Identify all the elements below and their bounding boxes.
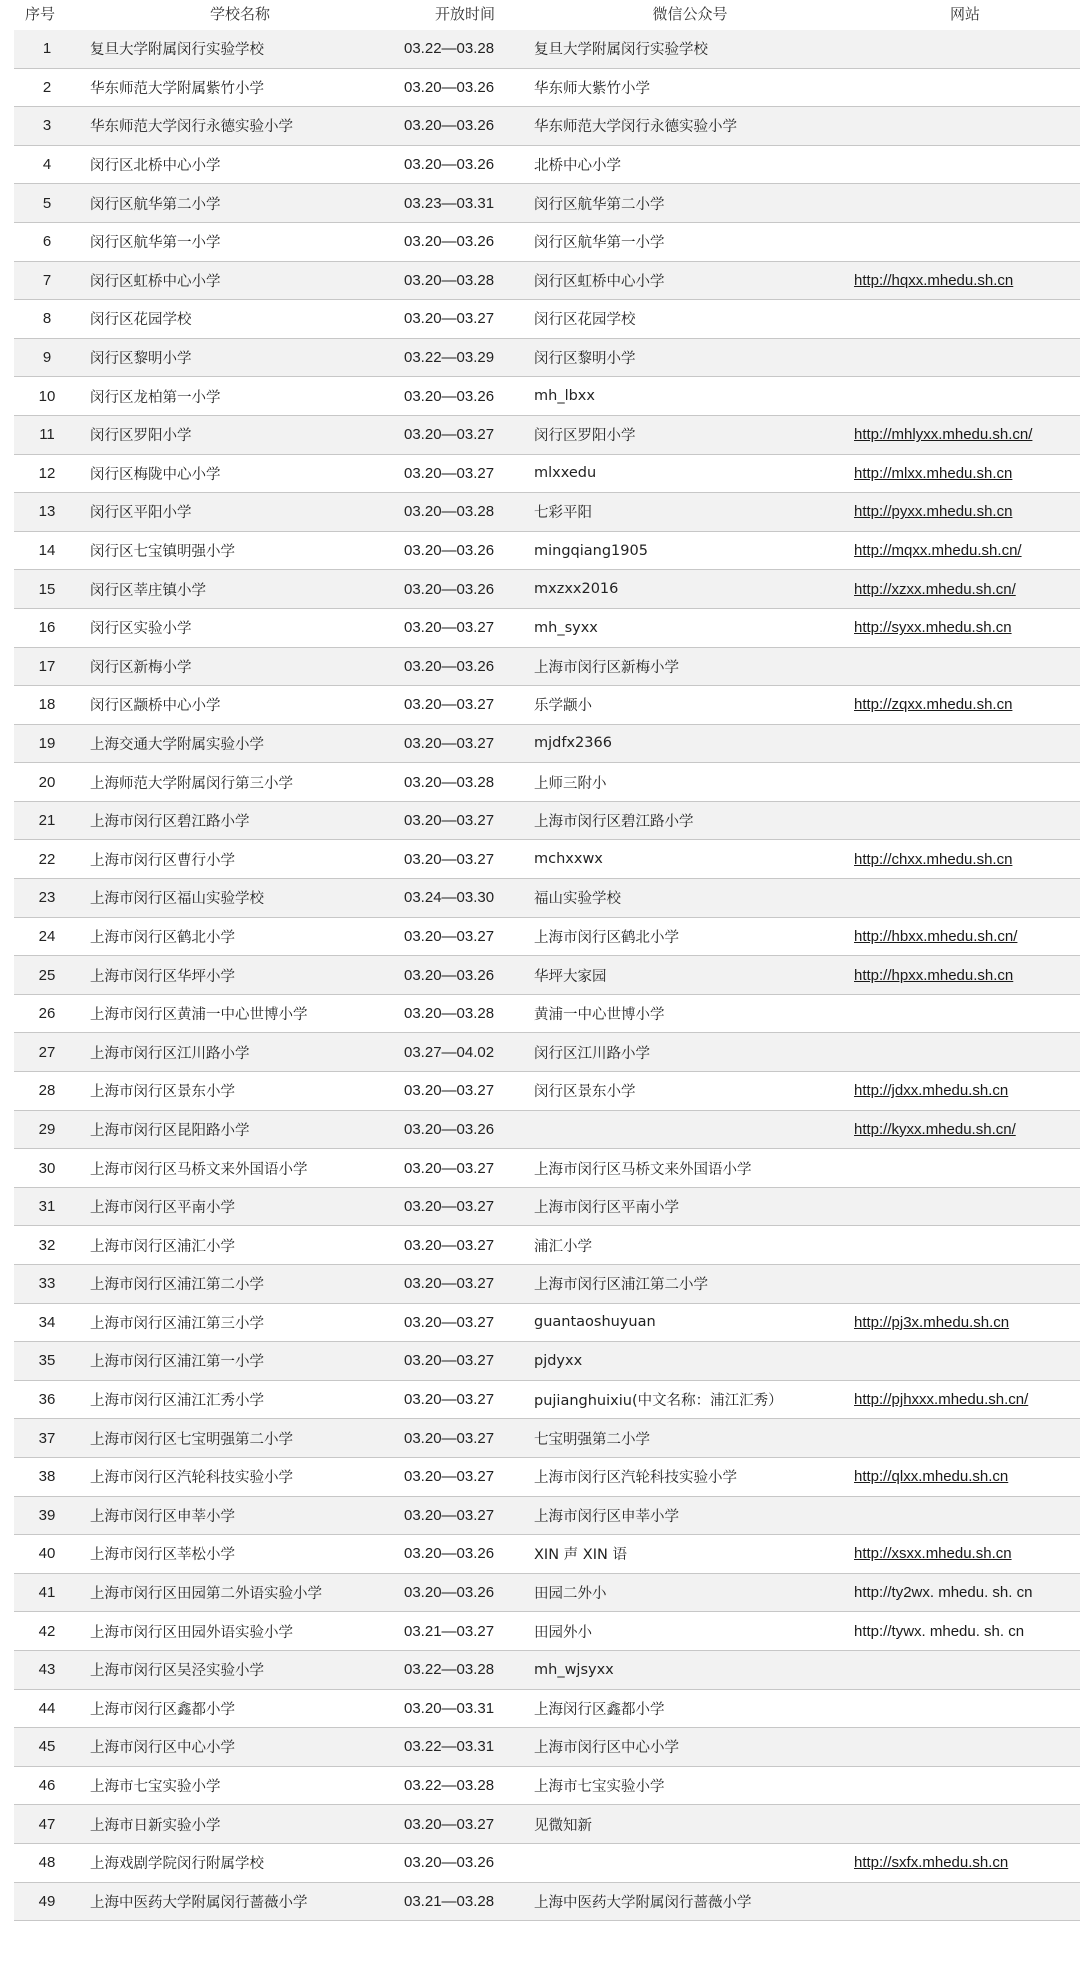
website-cell — [850, 581, 1080, 598]
school-name: 华东师范大学附属紫竹小学 — [90, 80, 264, 97]
open-time: 03.20—03.26 — [404, 117, 495, 135]
open-time: 03.20—03.26 — [404, 542, 495, 560]
row-number: 21 — [38, 812, 56, 830]
school-name: 闵行区莘庄镇小学 — [90, 582, 206, 599]
header-open-time: 开放时间 — [434, 4, 495, 23]
table-row — [14, 570, 1080, 609]
school-name: 闵行区颛桥中心小学 — [90, 698, 221, 715]
wechat-account: 七宝明强第二小学 — [534, 1431, 650, 1448]
website-cell — [850, 426, 1080, 443]
wechat-account: mchxxwx — [534, 851, 603, 868]
wechat-account: 闵行区景东小学 — [534, 1084, 636, 1101]
row-number: 26 — [38, 1005, 56, 1023]
wechat-account: 上海市闵行区汽轮科技实验小学 — [534, 1470, 737, 1487]
website-link[interactable]: http://sxfx.mhedu.sh.cn — [854, 1854, 1009, 1872]
table-row — [14, 763, 1080, 802]
website-cell — [850, 465, 1080, 482]
school-name: 上海市闵行区鑫都小学 — [90, 1701, 235, 1718]
open-time: 03.20—03.27 — [404, 1275, 495, 1293]
school-name: 闵行区平阳小学 — [90, 505, 192, 522]
open-time: 03.22—03.31 — [404, 1738, 495, 1756]
website-cell — [850, 1468, 1080, 1485]
website-text: http://tywx. mhedu. sh. cn — [854, 1622, 1025, 1640]
table-row — [14, 1497, 1080, 1536]
open-time: 03.21—03.28 — [404, 1892, 495, 1910]
wechat-account: 上海市闵行区碧江路小学 — [534, 814, 694, 831]
wechat-account: 上海市闵行区申莘小学 — [534, 1508, 679, 1525]
row-number: 32 — [38, 1236, 56, 1254]
open-time: 03.20—03.27 — [404, 1236, 495, 1254]
open-time: 03.20—03.28 — [404, 271, 495, 289]
row-number: 10 — [38, 387, 56, 405]
header-school-name: 学校名称 — [209, 4, 270, 23]
row-number: 19 — [38, 734, 56, 752]
row-number: 5 — [42, 194, 52, 212]
row-number: 38 — [38, 1468, 56, 1486]
table-row — [14, 1342, 1080, 1381]
open-time: 03.20—03.26 — [404, 233, 495, 251]
school-name: 闵行区罗阳小学 — [90, 428, 192, 445]
row-number: 27 — [38, 1043, 56, 1061]
row-number: 1 — [42, 40, 52, 58]
row-number: 3 — [42, 117, 52, 135]
open-time: 03.20—03.28 — [404, 1005, 495, 1023]
school-name: 上海市闵行区浦江第一小学 — [90, 1354, 264, 1371]
open-time: 03.20—03.31 — [404, 1699, 495, 1717]
table-row — [14, 802, 1080, 841]
website-cell — [850, 1584, 1080, 1601]
row-number: 6 — [42, 233, 52, 251]
wechat-account: 闵行区黎明小学 — [534, 351, 636, 368]
open-time: 03.22—03.29 — [404, 349, 495, 367]
row-number: 39 — [38, 1506, 56, 1524]
wechat-account: 上师三附小 — [534, 775, 607, 792]
row-number: 44 — [38, 1699, 56, 1717]
table-row — [14, 184, 1080, 223]
open-time: 03.20—03.27 — [404, 310, 495, 328]
website-link[interactable]: http://pyxx.mhedu.sh.cn — [854, 503, 1013, 521]
school-name: 闵行区新梅小学 — [90, 659, 192, 676]
website-cell — [850, 1854, 1080, 1871]
table-row — [14, 1458, 1080, 1497]
table-row — [14, 532, 1080, 571]
open-time: 03.20—03.26 — [404, 657, 495, 675]
table-row — [14, 1728, 1080, 1767]
website-link[interactable]: http://xzxx.mhedu.sh.cn/ — [854, 580, 1016, 598]
table-row — [14, 455, 1080, 494]
row-number: 31 — [38, 1198, 56, 1216]
school-name: 上海市闵行区马桥文来外国语小学 — [90, 1161, 308, 1178]
school-name: 上海市闵行区碧江路小学 — [90, 814, 250, 831]
header-wechat: 微信公众号 — [652, 4, 728, 23]
wechat-account: mh_syxx — [534, 619, 598, 636]
table-row — [14, 1149, 1080, 1188]
row-number: 2 — [42, 78, 52, 96]
wechat-account: 北桥中心小学 — [534, 158, 621, 175]
wechat-account: 上海市闵行区马桥文来外国语小学 — [534, 1161, 752, 1178]
table-row — [14, 1535, 1080, 1574]
school-name: 闵行区龙柏第一小学 — [90, 389, 221, 406]
table-row — [14, 146, 1080, 185]
school-name: 上海市闵行区黄浦一中心世博小学 — [90, 1007, 308, 1024]
open-time: 03.20—03.26 — [404, 1584, 495, 1602]
school-name: 上海市闵行区平南小学 — [90, 1200, 235, 1217]
row-number: 30 — [38, 1159, 56, 1177]
open-time: 03.20—03.26 — [404, 1120, 495, 1138]
table-row — [14, 725, 1080, 764]
school-name: 闵行区花园学校 — [90, 312, 192, 329]
row-number: 18 — [38, 696, 56, 714]
wechat-account: pjdyxx — [534, 1352, 583, 1369]
row-number: 36 — [38, 1391, 56, 1409]
row-number: 37 — [38, 1429, 56, 1447]
school-name: 上海市闵行区中心小学 — [90, 1740, 235, 1757]
school-name: 上海市闵行区华坪小学 — [90, 968, 235, 985]
website-link[interactable]: http://kyxx.mhedu.sh.cn/ — [854, 1120, 1016, 1138]
row-number: 34 — [38, 1313, 56, 1331]
table-row — [14, 1612, 1080, 1651]
wechat-account: 闵行区航华第一小学 — [534, 235, 665, 252]
table-row — [14, 1767, 1080, 1806]
school-name: 上海市闵行区鹤北小学 — [90, 929, 235, 946]
open-time: 03.20—03.27 — [404, 812, 495, 830]
table-header — [0, 0, 1080, 26]
table-row — [14, 377, 1080, 416]
table-row — [14, 918, 1080, 957]
wechat-account: 见微知新 — [534, 1817, 592, 1834]
row-number: 33 — [38, 1275, 56, 1293]
table-row — [14, 262, 1080, 301]
website-link[interactable]: http://qlxx.mhedu.sh.cn — [854, 1468, 1009, 1486]
table-row — [14, 1844, 1080, 1883]
website-cell — [850, 967, 1080, 984]
website-cell — [850, 1391, 1080, 1408]
row-number: 9 — [42, 349, 52, 367]
website-cell — [850, 1314, 1080, 1331]
row-number: 13 — [38, 503, 56, 521]
school-name: 上海市闵行区汽轮科技实验小学 — [90, 1470, 293, 1487]
wechat-account: mh_wjsyxx — [534, 1661, 614, 1678]
table-row — [14, 1265, 1080, 1304]
open-time: 03.20—03.27 — [404, 927, 495, 945]
open-time: 03.20—03.27 — [404, 696, 495, 714]
website-cell — [850, 1082, 1080, 1099]
wechat-account: 上海市七宝实验小学 — [534, 1779, 665, 1796]
row-number: 23 — [38, 889, 56, 907]
header-website: 网站 — [949, 4, 980, 23]
wechat-account: guantaoshuyuan — [534, 1314, 656, 1331]
row-number: 28 — [38, 1082, 56, 1100]
open-time: 03.20—03.26 — [404, 78, 495, 96]
wechat-account: mxzxx2016 — [534, 581, 619, 598]
table-row — [14, 840, 1080, 879]
website-cell — [850, 851, 1080, 868]
table-row — [14, 879, 1080, 918]
school-name: 闵行区航华第二小学 — [90, 196, 221, 213]
website-cell — [850, 503, 1080, 520]
school-name: 上海戏剧学院闵行附属学校 — [90, 1856, 264, 1873]
row-number: 8 — [42, 310, 52, 328]
open-time: 03.20—03.28 — [404, 503, 495, 521]
row-number: 49 — [38, 1892, 56, 1910]
wechat-account: 闵行区航华第二小学 — [534, 196, 665, 213]
school-name: 华东师范大学闵行永德实验小学 — [90, 119, 293, 136]
table-row — [14, 648, 1080, 687]
wechat-account: XIN 声 XIN 语 — [534, 1547, 627, 1564]
open-time: 03.20—03.27 — [404, 464, 495, 482]
table-row — [14, 609, 1080, 648]
website-link[interactable]: http://hbxx.mhedu.sh.cn/ — [854, 927, 1018, 945]
open-time: 03.24—03.30 — [404, 889, 495, 907]
school-name: 上海市闵行区福山实验学校 — [90, 891, 264, 908]
open-time: 03.20—03.27 — [404, 1815, 495, 1833]
school-name: 闵行区虹桥中心小学 — [90, 273, 221, 290]
open-time: 03.22—03.28 — [404, 1777, 495, 1795]
table-row — [14, 686, 1080, 725]
school-name: 上海市闵行区江川路小学 — [90, 1045, 250, 1062]
website-cell — [850, 1623, 1080, 1640]
school-name: 上海师范大学附属闵行第三小学 — [90, 775, 293, 792]
website-link[interactable]: http://chxx.mhedu.sh.cn — [854, 850, 1013, 868]
table-row — [14, 107, 1080, 146]
wechat-account: 田园外小 — [534, 1624, 592, 1641]
website-cell — [850, 272, 1080, 289]
table-row — [14, 1111, 1080, 1150]
website-link[interactable]: http://jdxx.mhedu.sh.cn — [854, 1082, 1009, 1100]
wechat-account: 上海中医药大学附属闵行蔷薇小学 — [534, 1894, 752, 1911]
open-time: 03.20—03.26 — [404, 156, 495, 174]
website-link[interactable]: http://pj3x.mhedu.sh.cn — [854, 1313, 1010, 1331]
table-row — [14, 1574, 1080, 1613]
table-row — [14, 416, 1080, 455]
website-cell — [850, 542, 1080, 559]
row-number: 4 — [42, 156, 52, 174]
open-time: 03.20—03.27 — [404, 734, 495, 752]
wechat-account: 上海市闵行区鹤北小学 — [534, 929, 679, 946]
open-time: 03.22—03.28 — [404, 40, 495, 58]
website-cell — [850, 928, 1080, 945]
wechat-account: 华东师范大学闵行永德实验小学 — [534, 119, 737, 136]
wechat-account: 上海市闵行区浦江第二小学 — [534, 1277, 708, 1294]
wechat-account: 乐学颛小 — [534, 698, 592, 715]
table-row — [14, 300, 1080, 339]
open-time: 03.20—03.26 — [404, 387, 495, 405]
open-time: 03.20—03.27 — [404, 1082, 495, 1100]
row-number: 35 — [38, 1352, 56, 1370]
table-row — [14, 1226, 1080, 1265]
website-link[interactable]: http://mlxx.mhedu.sh.cn — [854, 464, 1013, 482]
open-time: 03.20—03.27 — [404, 850, 495, 868]
row-number: 14 — [38, 542, 56, 560]
table-row — [14, 995, 1080, 1034]
wechat-account: 福山实验学校 — [534, 891, 621, 908]
header-no: 序号 — [24, 4, 55, 23]
website-link[interactable]: http://mhlyxx.mhedu.sh.cn/ — [854, 426, 1033, 444]
row-number: 47 — [38, 1815, 56, 1833]
row-number: 22 — [38, 850, 56, 868]
row-number: 15 — [38, 580, 56, 598]
row-number: 17 — [38, 657, 56, 675]
school-name: 闵行区梅陇中心小学 — [90, 466, 221, 483]
school-name: 复旦大学附属闵行实验学校 — [90, 42, 264, 59]
website-link[interactable]: http://syxx.mhedu.sh.cn — [854, 619, 1012, 637]
school-name: 上海中医药大学附属闵行蔷薇小学 — [90, 1894, 308, 1911]
table-row — [14, 493, 1080, 532]
open-time: 03.20—03.27 — [404, 1313, 495, 1331]
wechat-account: mingqiang1905 — [534, 542, 648, 559]
open-time: 03.27—04.02 — [404, 1043, 495, 1061]
wechat-account: mlxxedu — [534, 465, 597, 482]
school-name: 上海市闵行区田园外语实验小学 — [90, 1624, 293, 1641]
school-name: 上海市闵行区曹行小学 — [90, 852, 235, 869]
row-number: 40 — [38, 1545, 56, 1563]
table-row — [14, 956, 1080, 995]
website-link[interactable]: http://hqxx.mhedu.sh.cn — [854, 271, 1014, 289]
school-name: 闵行区实验小学 — [90, 621, 192, 638]
wechat-account: 复旦大学附属闵行实验学校 — [534, 42, 708, 59]
website-link[interactable]: http://zqxx.mhedu.sh.cn — [854, 696, 1013, 714]
open-time: 03.20—03.27 — [404, 1429, 495, 1447]
row-number: 11 — [39, 426, 55, 444]
open-time: 03.20—03.26 — [404, 966, 495, 984]
row-number: 43 — [38, 1661, 56, 1679]
wechat-account: 闵行区江川路小学 — [534, 1045, 650, 1062]
school-name: 上海市闵行区浦江汇秀小学 — [90, 1393, 264, 1410]
wechat-account: 上海市闵行区新梅小学 — [534, 659, 679, 676]
school-name: 上海市闵行区景东小学 — [90, 1084, 235, 1101]
wechat-account: 七彩平阳 — [534, 505, 592, 522]
table-row — [14, 1805, 1080, 1844]
wechat-account: 浦汇小学 — [534, 1238, 592, 1255]
open-time: 03.20—03.26 — [404, 1545, 495, 1563]
row-number: 12 — [38, 464, 56, 482]
wechat-account: 上海市闵行区中心小学 — [534, 1740, 679, 1757]
wechat-account: 闵行区虹桥中心小学 — [534, 273, 665, 290]
wechat-account: mjdfx2366 — [534, 735, 612, 752]
open-time: 03.20—03.27 — [404, 1391, 495, 1409]
open-time: 03.20—03.27 — [404, 426, 495, 444]
open-time: 03.20—03.26 — [404, 1854, 495, 1872]
table-row — [14, 339, 1080, 378]
open-time: 03.20—03.28 — [404, 773, 495, 791]
wechat-account: 田园二外小 — [534, 1586, 607, 1603]
school-name: 闵行区黎明小学 — [90, 351, 192, 368]
table-row — [14, 223, 1080, 262]
school-name: 上海市闵行区申莘小学 — [90, 1508, 235, 1525]
row-number: 24 — [38, 927, 56, 945]
wechat-account: 闵行区花园学校 — [534, 312, 636, 329]
row-number: 25 — [38, 966, 56, 984]
open-time: 03.20—03.27 — [404, 619, 495, 637]
school-name: 上海市闵行区莘松小学 — [90, 1547, 235, 1564]
wechat-account: 黄浦一中心世博小学 — [534, 1007, 665, 1024]
school-name: 上海市闵行区昆阳路小学 — [90, 1122, 250, 1139]
open-time: 03.20—03.27 — [404, 1506, 495, 1524]
school-name: 闵行区航华第一小学 — [90, 235, 221, 252]
table-row — [14, 1188, 1080, 1227]
school-name: 上海市日新实验小学 — [90, 1817, 221, 1834]
website-cell — [850, 1545, 1080, 1562]
row-number: 48 — [38, 1854, 56, 1872]
open-time: 03.20—03.27 — [404, 1468, 495, 1486]
open-time: 03.20—03.26 — [404, 580, 495, 598]
website-text: http://ty2wx. mhedu. sh. cn — [854, 1584, 1033, 1602]
table-row — [14, 69, 1080, 108]
wechat-account: mh_lbxx — [534, 388, 595, 405]
school-name: 闵行区北桥中心小学 — [90, 158, 221, 175]
school-name: 上海市闵行区吴泾实验小学 — [90, 1663, 264, 1680]
table-body — [14, 30, 1080, 1921]
website-link[interactable]: http://mqxx.mhedu.sh.cn/ — [854, 542, 1022, 560]
wechat-account: 华坪大家园 — [534, 968, 607, 985]
open-time: 03.21—03.27 — [404, 1622, 495, 1640]
table-row — [14, 1072, 1080, 1111]
website-link[interactable]: http://pjhxxx.mhedu.sh.cn/ — [854, 1391, 1029, 1409]
school-name: 上海市闵行区浦汇小学 — [90, 1238, 235, 1255]
school-name: 上海交通大学附属实验小学 — [90, 736, 264, 753]
website-cell — [850, 619, 1080, 636]
table-row — [14, 1883, 1080, 1922]
wechat-account: 华东师大紫竹小学 — [534, 80, 650, 97]
website-cell — [850, 696, 1080, 713]
school-name: 上海市闵行区浦江第三小学 — [90, 1315, 264, 1332]
open-time: 03.23—03.31 — [404, 194, 495, 212]
row-number: 46 — [38, 1777, 56, 1795]
website-link[interactable]: http://xsxx.mhedu.sh.cn — [854, 1545, 1012, 1563]
open-time: 03.20—03.27 — [404, 1198, 495, 1216]
school-name: 上海市闵行区田园第二外语实验小学 — [90, 1586, 322, 1603]
table-row — [14, 1033, 1080, 1072]
school-name: 上海市闵行区七宝明强第二小学 — [90, 1431, 293, 1448]
table-row — [14, 30, 1080, 69]
row-number: 41 — [38, 1584, 56, 1602]
row-number: 42 — [38, 1622, 56, 1640]
school-name: 上海市闵行区浦江第二小学 — [90, 1277, 264, 1294]
table-row — [14, 1381, 1080, 1420]
wechat-account: pujianghuixiu(中文名称：浦江汇秀） — [534, 1393, 783, 1410]
website-link[interactable]: http://hpxx.mhedu.sh.cn — [854, 966, 1014, 984]
school-name: 闵行区七宝镇明强小学 — [90, 544, 235, 561]
open-time: 03.20—03.27 — [404, 1159, 495, 1177]
school-name: 上海市七宝实验小学 — [90, 1779, 221, 1796]
open-time: 03.22—03.28 — [404, 1661, 495, 1679]
website-cell — [850, 1121, 1080, 1138]
table-row — [14, 1651, 1080, 1690]
open-time: 03.20—03.27 — [404, 1352, 495, 1370]
wechat-account: 闵行区罗阳小学 — [534, 428, 636, 445]
row-number: 29 — [38, 1120, 56, 1138]
row-number: 45 — [38, 1738, 56, 1756]
table-row — [14, 1304, 1080, 1343]
row-number: 16 — [38, 619, 56, 637]
table-row — [14, 1690, 1080, 1729]
table-row — [14, 1419, 1080, 1458]
wechat-account: 上海闵行区鑫都小学 — [534, 1701, 665, 1718]
row-number: 7 — [42, 271, 52, 289]
wechat-account: 上海市闵行区平南小学 — [534, 1200, 679, 1217]
row-number: 20 — [38, 773, 56, 791]
